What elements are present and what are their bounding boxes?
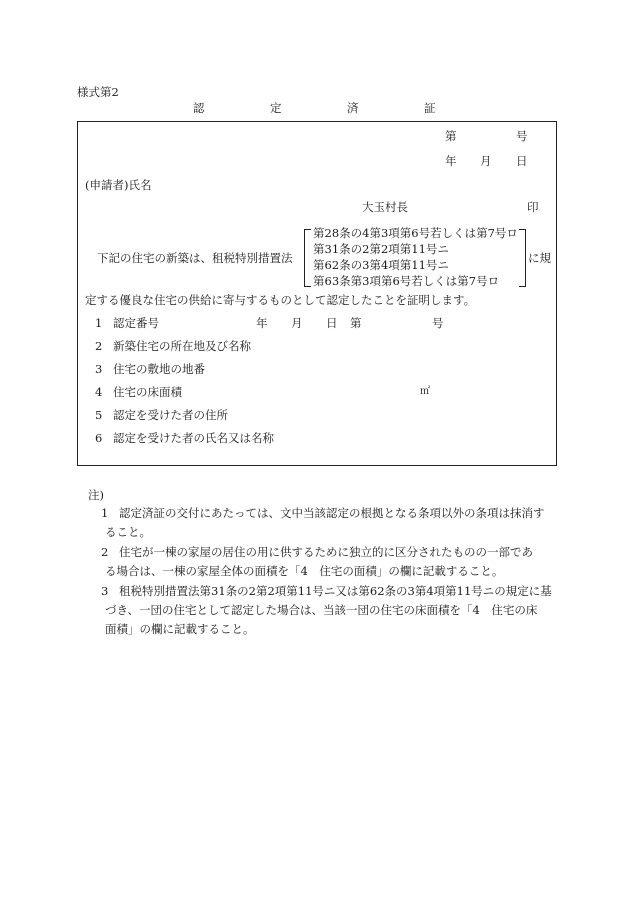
title-char: 証 — [424, 101, 436, 115]
note-line: る場合は、一棟の家屋全体の面積を「4 住宅の面積」の欄に記載すること。 — [105, 564, 504, 578]
body-tail: に規 — [528, 251, 551, 265]
clause-line: 第28条の4第3項第6号若しくは第7号ロ — [313, 226, 518, 240]
body-lead: 下記の住宅の新築は、租税特別措置法 — [97, 251, 293, 265]
item-number: 1 — [95, 316, 103, 330]
issue-month: 月 — [480, 154, 492, 168]
item-label: 認定を受けた者の氏名又は名称 — [113, 431, 274, 445]
item1-year: 年 — [256, 316, 268, 330]
clause-line: 第63条第3項第6号若しくは第7号ロ — [313, 274, 500, 288]
notes-heading: 注) — [88, 488, 104, 502]
item-number: 5 — [95, 408, 103, 422]
item-label: 認定を受けた者の住所 — [113, 408, 228, 422]
left-bracket — [304, 229, 311, 287]
item-number: 6 — [95, 431, 103, 445]
note-number: 3 — [101, 584, 109, 598]
note-number: 2 — [101, 545, 109, 559]
form-label: 様式第2 — [77, 85, 119, 99]
note-line: 面積」の欄に記載すること。 — [105, 622, 255, 636]
clause-line: 第62条の3第4項第11号ニ — [313, 258, 449, 272]
item-label: 住宅の床面積 — [113, 385, 182, 399]
title-char: 済 — [347, 101, 359, 115]
clause-line: 第31条の2第2項第11号ニ — [313, 242, 449, 256]
title-char: 認 — [193, 101, 205, 115]
cert-number-prefix: 第 — [445, 129, 457, 143]
cert-number-suffix: 号 — [516, 129, 528, 143]
seal-mark: 印 — [527, 200, 539, 214]
issue-year: 年 — [445, 154, 457, 168]
applicant-label: (申請者)氏名 — [85, 178, 152, 192]
item-number: 4 — [95, 385, 103, 399]
note-line: 租税特別措置法第31条の2第2項第11号ニ又は第62条の3第4項第11号ニの規定に基 — [119, 584, 552, 598]
note-line: づき、一団の住宅として認定した場合は、当該一団の住宅の床面積を「4 住宅の床 — [105, 603, 538, 617]
item1-day: 日 — [326, 316, 338, 330]
note-line: 住宅が一棟の家屋の居住の用に供するために独立的に区分されたものの一部であ — [119, 545, 533, 559]
item1-suffix: 号 — [432, 316, 444, 330]
item-number: 3 — [95, 362, 103, 376]
item1-prefix: 第 — [350, 316, 362, 330]
issuer-name: 大玉村長 — [362, 200, 408, 214]
note-number: 1 — [101, 506, 109, 520]
item-label: 住宅の敷地の地番 — [113, 362, 205, 376]
area-unit: ㎡ — [420, 386, 430, 397]
item-label: 新築住宅の所在地及び名称 — [113, 339, 251, 353]
body-continuation: 定する優良な住宅の供給に寄与するものとして認定したことを証明します。 — [85, 293, 476, 307]
item-number: 2 — [95, 339, 103, 353]
note-line: 認定済証の交付にあたっては、文中当該認定の根拠となる条項以外の条項は抹消す — [119, 506, 545, 520]
note-line: ること。 — [105, 525, 151, 539]
right-bracket — [519, 229, 526, 287]
item-label: 認定番号 — [113, 316, 159, 330]
item1-month: 月 — [291, 316, 303, 330]
title-char: 定 — [270, 101, 282, 115]
issue-day: 日 — [516, 154, 528, 168]
